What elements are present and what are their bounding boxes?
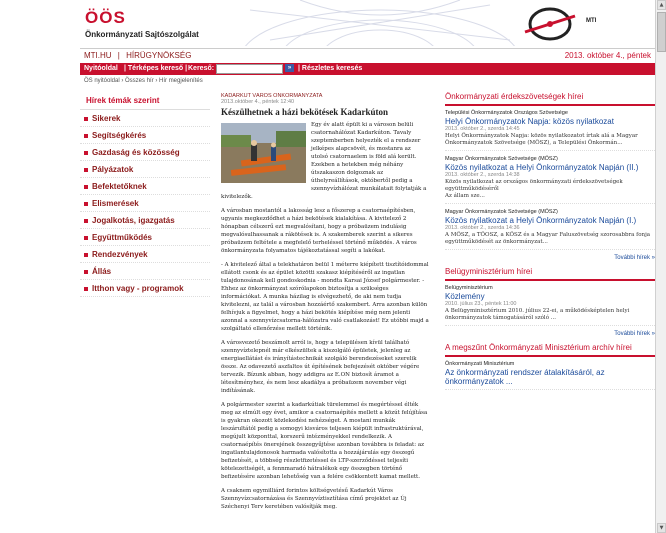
news-date: 2013. október 2., szerda 14:45 xyxy=(445,126,520,132)
news-item[interactable] xyxy=(445,209,655,250)
nav-separator: | xyxy=(117,51,120,60)
news-source: Önkormányzati Minisztérium xyxy=(445,361,515,367)
sidebar-item-sikerek[interactable] xyxy=(80,112,210,127)
news-date: 2013. október 2., szerda 14:38 xyxy=(445,172,520,178)
article xyxy=(221,93,429,533)
bullet-icon xyxy=(84,287,88,291)
vertical-scrollbar[interactable] xyxy=(655,0,666,533)
article-title: Készülhetnek a házi bekötések Kadarkúton xyxy=(221,107,389,117)
article-paragraph: A városban mostantól a lakosság lesz a főszerep a csatornaépítésben, ugyanis megkezdődhet a házi bekötések kialakítása. A kivitelező 2 hónapban célszerű ezt megvalósítani, hogy a próbaüzem indulásig megvalósulhassanak a rákötések is. A szakemberek szerint a sikeres próbaüzem feltétele a megfelelő terheléssel történő működés. A város önkormányzata folyamatos tájékoztatással segíti a lakókat. xyxy=(221,208,417,254)
main-nav xyxy=(80,63,655,75)
news-summary: Helyi Önkormányzatok Napja: közös nyilatkozatot írtak alá a Magyar Önkormányzatok Szövetsége (MÖSZ), a Települési Önkormán... xyxy=(445,133,638,146)
top-nav xyxy=(80,48,655,63)
more-news-link[interactable]: További hírek » xyxy=(614,331,655,337)
search-input[interactable] xyxy=(216,64,283,74)
bullet-icon xyxy=(84,236,88,240)
sidebar-title: Hírek témák szerint xyxy=(80,90,210,110)
article-photo xyxy=(221,123,306,183)
bullet-icon xyxy=(84,202,88,206)
nav-link-mti[interactable]: MTI.HU xyxy=(84,51,112,60)
nav-map-search[interactable]: | Térképes kereső | xyxy=(124,65,188,72)
bullet-icon xyxy=(84,134,88,138)
nav-home[interactable]: Nyitóoldal xyxy=(84,65,118,72)
news-date: 2010. július 23., péntek 11:00 xyxy=(445,301,517,307)
article-paragraph: A városvezető beszámolt arról is, hogy a településen kívül található szennyvíztelepnél már elkészültek a kiszolgáló épületek, jelenleg az energiaellátást és irányítástechnikát szolgáló berendezéseket szerelik össze. Az odavezető aszfaltos út építésének befejezését október végére tervezik. Bízunk abban, hogy addigra az E.ON biztosít áramot a létesítményhez, és nem lesz akadálya a próbaüzem november végi indításának. xyxy=(221,340,420,394)
sidebar-item-label: Rendezvények xyxy=(92,250,148,259)
search-label: Kereső: xyxy=(188,65,215,72)
section-divider xyxy=(445,355,655,357)
site-logo[interactable]: ÖÖS xyxy=(85,8,126,27)
site-subtitle: Önkormányzati Sajtószolgálat xyxy=(85,30,199,39)
news-summary: A MÖSZ, a TÖOSZ, a KÖSZ és a Magyar Faluszövetség szorosabbra fonja együttműködését az önkormányzat... xyxy=(445,232,651,245)
bullet-icon xyxy=(84,151,88,155)
section-divider xyxy=(445,104,655,106)
news-item[interactable] xyxy=(445,285,655,326)
sidebar-item-gazdasag[interactable] xyxy=(80,146,210,161)
news-headline[interactable]: Közös nyilatkozat a Helyi Önkormányzatok Napján (II.) xyxy=(445,163,639,172)
sidebar-item-elismeresek[interactable] xyxy=(80,197,210,212)
article-paragraph: A csaknem egymilliárd forintos költségvetésű Kadarkút Város Szennyvízcsatornázása és Szennyvíztisztítása című projektet az Új Széchenyi Terv keretében valósítják meg. xyxy=(221,488,407,510)
news-headline[interactable]: Az önkormányzati rendszer átalakításáról, az önkormányzatok ... xyxy=(445,368,605,386)
news-headline[interactable]: Közlemény xyxy=(445,292,485,301)
search-go-button[interactable]: » xyxy=(285,64,294,72)
article-paragraph: A polgármester szerint a kadarkútiak türelemmel és megértéssel élték meg az elmúlt egy évet, amikor a csatornaépítés mellett a közút felújítása is gyakran okozott közlekedési nehézséget. A mostani munkák leszárultától pedig a somogyi kisváros teljesen kiépült infrastruktúrával, megújult központtal, korszerű intézményekkel rendelkezik. A csatornaépítés önerejének összegyűjtése azonban továbbra is feladat: az ingatlantulajdonosok harmada valósította a hozzájárulás egy összegű befizetését, a többség részletfizetéssel és LTP-szerződéssel teljesíti kötelezettségét, a fennmaradó hátralékok egy összegben történő befizetésére azonban lehetőség van a felére csökkentett kamat mellett. xyxy=(221,402,428,480)
sidebar-item-label: Segítségkérés xyxy=(92,131,147,140)
archive-news-title: A megszűnt Önkormányzati Minisztérium archív hírei xyxy=(445,343,632,352)
right-sidebar xyxy=(445,92,655,533)
news-summary: Közös nyilatkozat az országos önkormányzati érdekszövetségek együttműködéséről xyxy=(445,179,623,192)
mti-label: MTI xyxy=(586,18,597,24)
more-news-link[interactable]: További hírek » xyxy=(614,255,655,261)
bullet-icon xyxy=(84,270,88,274)
sidebar-item-label: Gazdaság és közösség xyxy=(92,148,180,157)
bullet-icon xyxy=(84,117,88,121)
news-source: Belügyminisztérium xyxy=(445,285,493,291)
nav-link-agency[interactable]: HÍRÜGYNÖKSÉG xyxy=(126,51,192,60)
article-date: 2013.október 4., péntek 12:40 xyxy=(221,99,295,105)
top-nav-links xyxy=(84,51,195,60)
article-body xyxy=(221,121,429,511)
sidebar-item-allas[interactable] xyxy=(80,265,210,280)
news-item[interactable] xyxy=(445,110,655,151)
scroll-up-icon[interactable]: ▲ xyxy=(657,0,666,10)
bullet-icon xyxy=(84,253,88,257)
article-paragraph: - A kivitelező által a telekhatáron belül 1 méterre kiépített tisztítóidommal ellátott csonk és az épület közötti szakasz kiépítéséről az ingatlan tulajdonosának kell gondoskodnia - mondta Karsai József polgármester. - Ehhez az önkormányzat szórólapokon biztosítja a szükséges információkat. A munka házilag is elvégezhető, de aki nem tudja kivitelezni, az talál a városban hozzáértő szakembert. Arra azonban külön felhívjuk a figyelmet, hogy a házi bekötés kiépítése még nem jelenti azonnal a szennyvízcsatorna-hálózatra való csatlakozást! Ez utóbbi majd a szolgáltató ellenőrzése mellett történik. xyxy=(221,262,429,332)
sidebar-item-palyazatok[interactable] xyxy=(80,163,210,178)
sidebar-item-segitsegkeres[interactable] xyxy=(80,129,210,144)
sidebar-item-label: Itthon vagy - programok xyxy=(92,284,184,293)
sidebar-item-label: Együttműködés xyxy=(92,233,153,242)
news-date: 2013. október 2., szerda 14:36 xyxy=(445,225,520,231)
globe-lines-decoration xyxy=(230,0,530,46)
sidebar-item-label: Állás xyxy=(92,267,112,276)
bullet-icon xyxy=(84,185,88,189)
section-divider xyxy=(445,279,655,281)
news-item[interactable] xyxy=(445,361,655,390)
news-headline[interactable]: Közös nyilatkozat a Helyi Önkormányzatok Napján (I.) xyxy=(445,216,637,225)
sidebar-item-label: Jogalkotás, igazgatás xyxy=(92,216,175,225)
current-date: 2013. október 4., péntek xyxy=(564,51,651,60)
sidebar-item-jogalkotas[interactable] xyxy=(80,214,210,229)
header xyxy=(0,0,655,46)
sidebar-item-befektetoknek[interactable] xyxy=(80,180,210,195)
left-sidebar xyxy=(80,90,210,533)
sidebar-item-egyuttmukodes[interactable] xyxy=(80,231,210,246)
news-item[interactable] xyxy=(445,156,655,204)
scroll-down-icon[interactable]: ▼ xyxy=(657,523,666,533)
article-paragraph: Egy év alatt épült ki a városon belüli csatornahálózat Kadarkúton. Tavaly szeptemberben helyezték el a rendszer jelképes alapcsövét, és mostanra az utolsó csatornaelem is föld alá került. Ezekben a hetekben még néhány útszakaszon dolgoznak az úthelyreállítások, októbertől pedig a szennyvízhálózat munkálatait folytatják a kivitelezők. xyxy=(221,122,427,200)
assoc-news-title: Önkormányzati érdekszövetségek hírei xyxy=(445,92,584,101)
news-headline[interactable]: Helyi Önkormányzatok Napja: közös nyilatkozat xyxy=(445,117,614,126)
news-summary-extra: Az állam sze... xyxy=(445,193,485,199)
scroll-thumb[interactable] xyxy=(657,12,666,52)
sidebar-item-label: Pályázatok xyxy=(92,165,134,174)
sidebar-item-label: Befektetőknek xyxy=(92,182,147,191)
news-source: Települési Önkormányzatok Országos Szövetsége xyxy=(445,110,568,116)
nav-detailed-search[interactable]: | Részletes keresés xyxy=(298,65,363,72)
news-source: Magyar Önkormányzatok Szövetsége (MÖSZ) xyxy=(445,209,558,215)
sidebar-item-label: Elismerések xyxy=(92,199,139,208)
news-source: Magyar Önkormányzatok Szövetsége (MÖSZ) xyxy=(445,156,558,162)
bullet-icon xyxy=(84,168,88,172)
ministry-news-title: Belügyminisztérium hírei xyxy=(445,267,533,276)
sidebar-item-label: Sikerek xyxy=(92,114,121,123)
bullet-icon xyxy=(84,219,88,223)
sidebar-item-rendezvenyek[interactable] xyxy=(80,248,210,263)
article-category[interactable]: KADARKÚT VÁROS ÖNKORMÁNYZATA xyxy=(221,93,323,99)
mti-logo-icon[interactable] xyxy=(520,6,580,42)
breadcrumb[interactable]: ÖS nyitóoldal › Összes hír › Hír megjelenítés xyxy=(84,78,203,84)
news-summary: A Belügyminisztérium 2010. július 22-ei, a működésképtelen helyi önkormányzatok támogatásáról szóló ... xyxy=(445,308,630,321)
sidebar-item-itthon[interactable] xyxy=(80,282,210,297)
